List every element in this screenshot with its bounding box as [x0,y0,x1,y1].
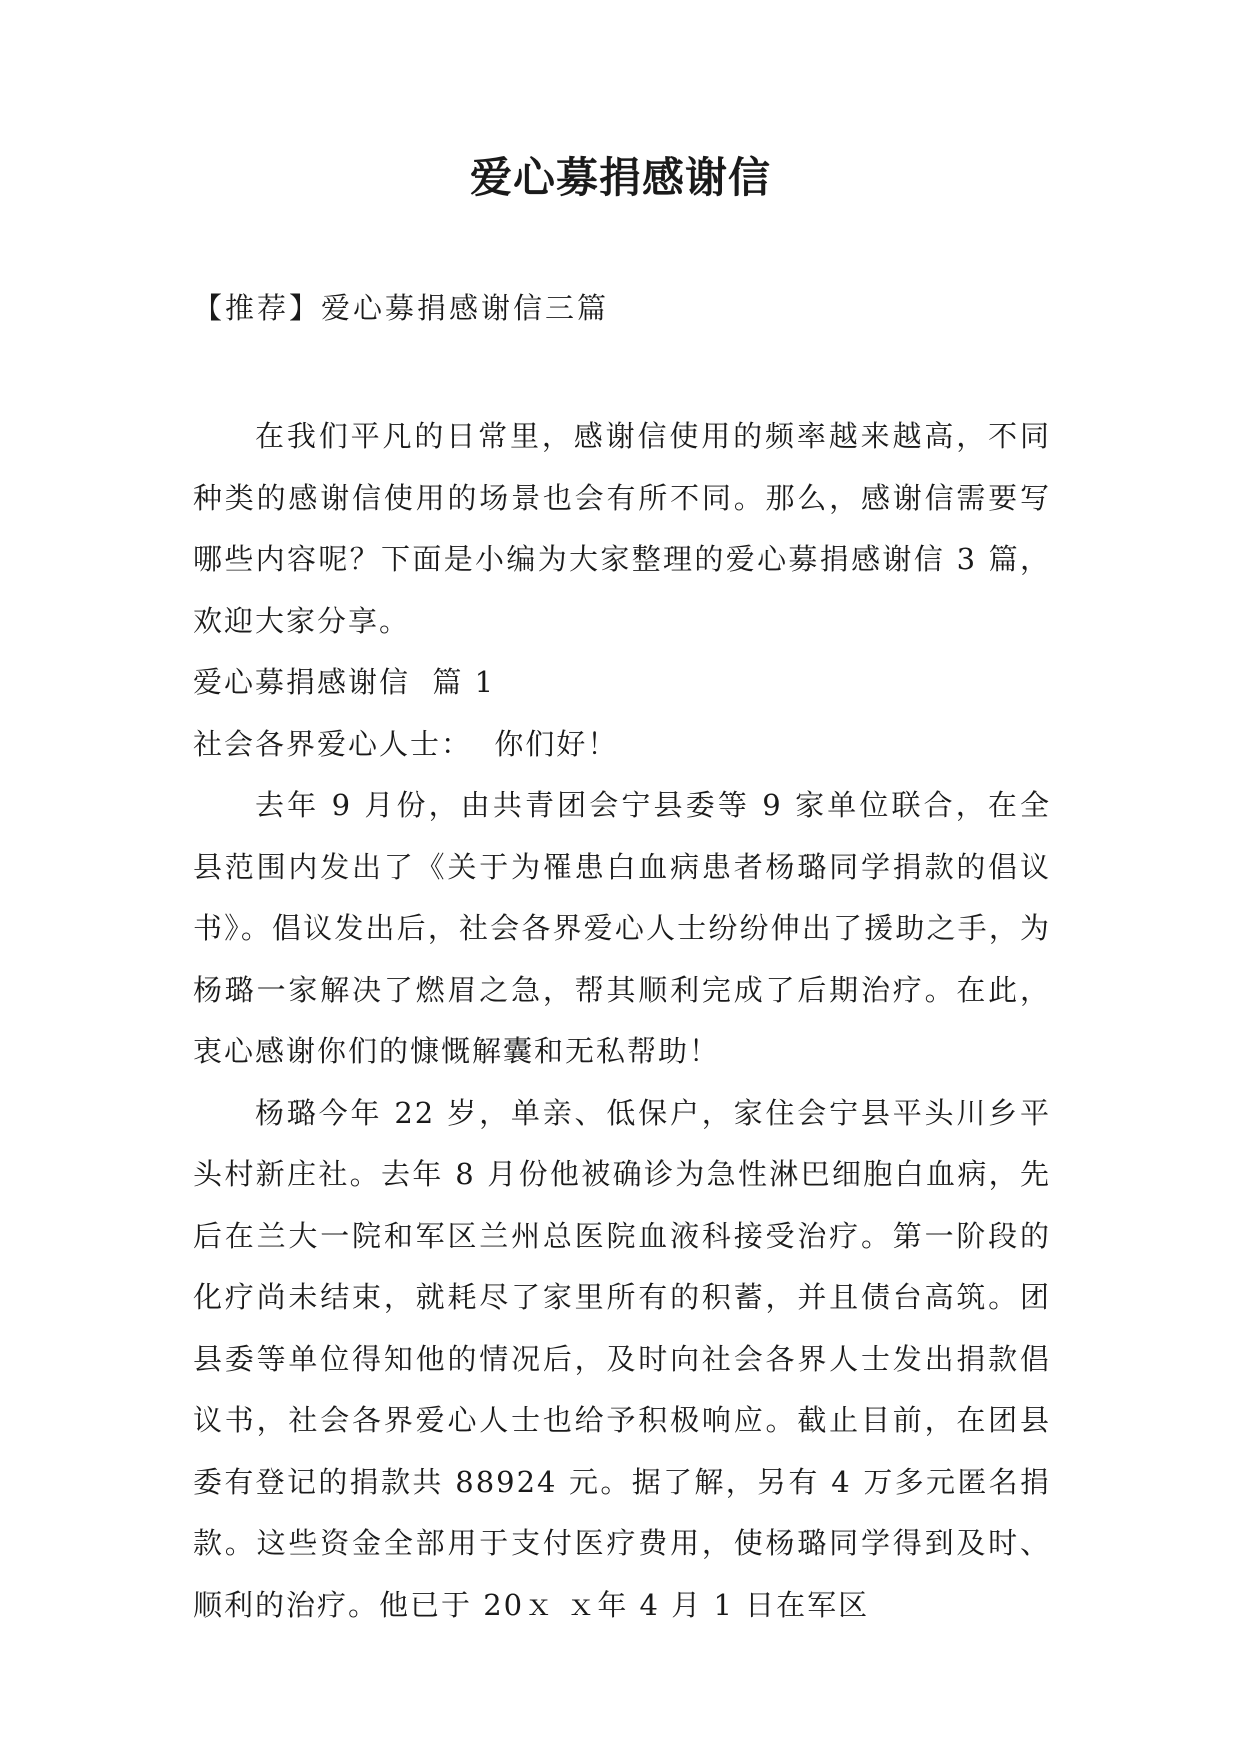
body-paragraph-2: 杨璐今年 22 岁，单亲、低保户，家住会宁县平头川乡平头村新庄社。去年 8 月份他被确诊为急性淋巴细胞白血病，先后在兰大一院和军区兰州总医院血液科接受治疗。第一阶段的化疗尚未结束，就耗尽了家里所有的积蓄，并且债台高筑。团县委等单位得知他的情况后，及时向社会各界人士发出捐款倡议书，社会各界爱心人士也给予积极响应。截止目前，在团县委有登记的捐款共 88924 元。据了解，另有 4 万多元匿名捐款。这些资金全部用于支付医疗费用，使杨璐同学得到及时、顺利的治疗。他已于 20ｘ ｘ年 4 月 1 日在军区 [193,1095,1051,1622]
document-subtitle: 【推荐】爱心募捐感谢信三篇 [193,291,610,325]
body-paragraph-1: 去年 9 月份，由共青团会宁县委等 9 家单位联合，在全县范围内发出了《关于为罹患白血病患者杨璐同学捐款的倡议书》。倡议发出后，社会各界爱心人士纷纷伸出了援助之手，为杨璐一家解决了燃眉之急，帮其顺利完成了后期治疗。在此，衷心感谢你们的慷慨解囊和无私帮助！ [193,788,1051,1068]
document-body [193,406,1051,1636]
intro-paragraph: 在我们平凡的日常里，感谢信使用的频率越来越高，不同种类的感谢信使用的场景也会有所不同。那么，感谢信需要写哪些内容呢？下面是小编为大家整理的爱心募捐感谢信 3 篇，欢迎大家分享。 [193,419,1051,638]
section-heading: 爱心募捐感谢信 篇 1 [193,665,496,699]
salutation: 社会各界爱心人士： 你们好！ [193,726,619,761]
document-title: 爱心募捐感谢信 [469,153,771,202]
